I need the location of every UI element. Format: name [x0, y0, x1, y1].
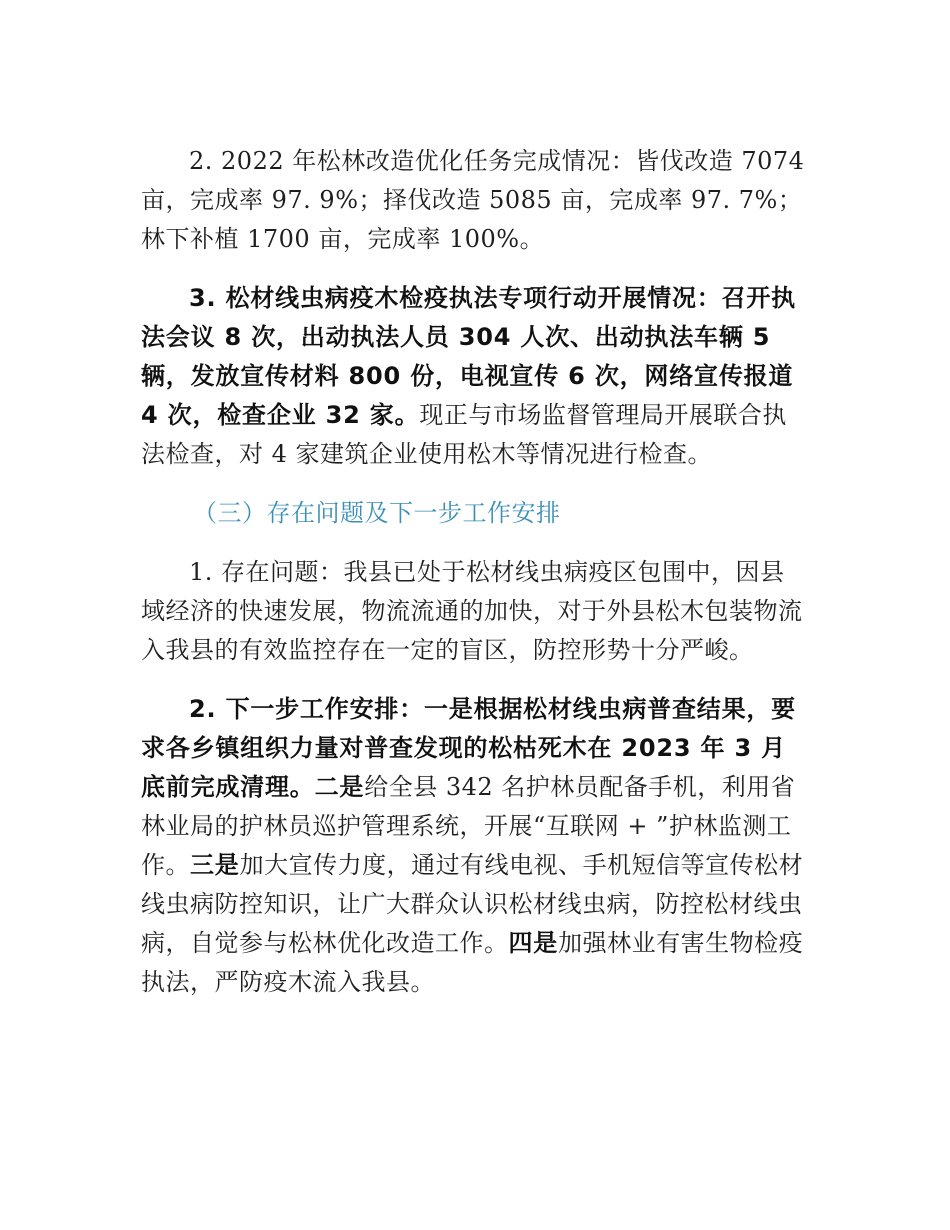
next-steps-bold-intro: 2. 下一步工作安排：一是根据松材线虫病普查结果，要求各乡镇组织力量对普查发现的松枯死木在 2023 年 3 月底前完成清理。	[141, 695, 796, 801]
document-page	[141, 142, 809, 1002]
enforcement-summary-bold: 3. 松材线虫病疫木检疫执法专项行动开展情况：召开执法会议 8 次，出动执法人员 304 人次、出动执法车辆 5 辆，发放宣传材料 800 份，电视宣传 6 次，网络宣传报道 4 次，检查企业 32 家。	[141, 284, 796, 429]
third-item-label: 三是	[190, 851, 240, 879]
paragraph-completion-status: 2. 2022 年松林改造优化任务完成情况：皆伐改造 7074 亩，完成率 97. 9%；择伐改造 5085 亩，完成率 97. 7%；林下补植 1700 亩，完成率 100%。	[141, 147, 805, 253]
paragraph-enforcement-action	[141, 279, 809, 474]
fourth-item-text: 加强林业有害生物检疫执法，严防疫木流入我县。	[141, 929, 804, 996]
second-item-text: 给全县 342 名护林员配备手机，利用省林业局的护林员巡护管理系统，开展“互联网 + ”护林监测工作。	[141, 773, 796, 879]
paragraph-next-steps	[141, 690, 809, 1002]
section-heading: （三）存在问题及下一步工作安排	[193, 499, 561, 527]
fourth-item-label: 四是	[508, 929, 559, 957]
paragraph-existing-problems: 1. 存在问题：我县已处于松材线虫病疫区包围中，因县域经济的快速发展，物流流通的加快，对于外县松木包装物流入我县的有效监控存在一定的盲区，防控形势十分严峻。	[141, 558, 803, 664]
second-item-label: 二是	[314, 773, 365, 801]
third-item-text: 加大宣传力度，通过有线电视、手机短信等宣传松材线虫病防控知识，让广大群众认识松材线虫病，防控松材线虫病，自觉参与松林优化改造工作。	[141, 851, 804, 957]
enforcement-detail: 现正与市场监督管理局开展联合执法检查，对 4 家建筑企业使用松木等情况进行检查。	[141, 401, 787, 468]
